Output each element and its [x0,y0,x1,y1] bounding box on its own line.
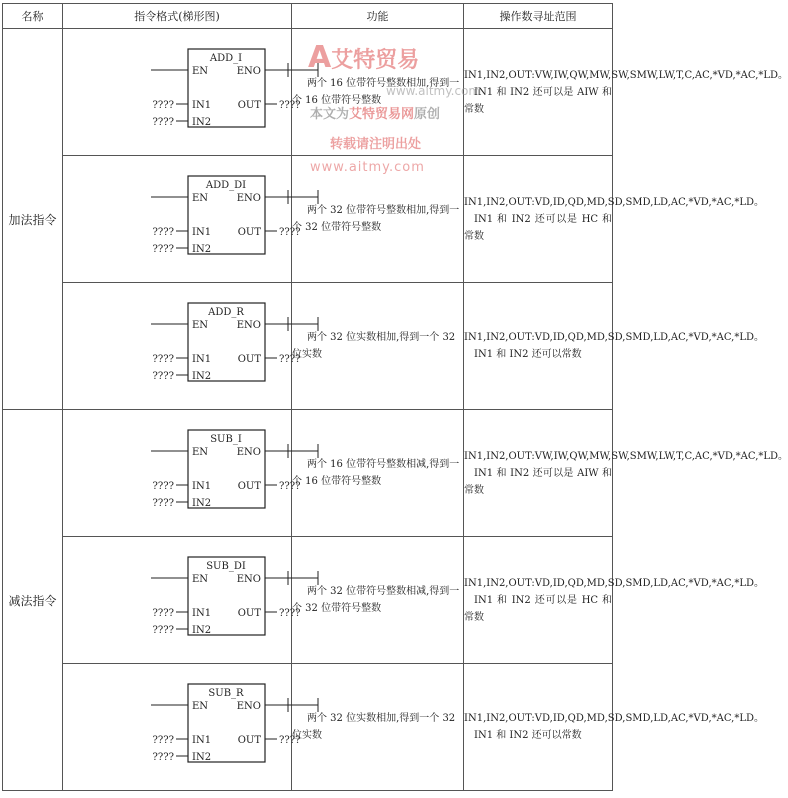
pin-out: OUT [237,735,261,746]
out-placeholder: ???? [279,100,301,111]
in2-placeholder: ???? [152,117,174,128]
pin-in1: IN1 [192,608,212,619]
ladder-diagram [63,283,301,410]
category-add: 加法指令 [3,29,63,410]
watermark-notice-suffix: 原创 [414,107,441,122]
function-text: 两个 16 位带符号整数相减,得到一个 16 位带符号整数 [292,459,460,487]
header-operand: 操作数寻址范围 [464,4,613,29]
out-placeholder: ???? [279,735,301,746]
pin-out: OUT [237,227,261,238]
operand-text: IN1,IN2,OUT:VW,IW,QW,MW,SW,SMW,LW,T,C,AC,*VD,*AC,*LD。 [464,69,788,81]
table-row [3,283,613,410]
instruction-name: ADD_I [209,53,243,64]
category-sub: 减法指令 [3,410,63,791]
table-row [3,29,613,156]
in1-placeholder: ???? [152,100,174,111]
pin-eno: ENO [236,447,261,458]
pin-out: OUT [237,100,261,111]
out-placeholder: ???? [279,354,301,365]
instruction-name: SUB_I [210,434,242,445]
pin-out: OUT [237,608,261,619]
ladder-diagram [63,410,301,537]
ladder-svg [63,664,301,790]
operand-cell [464,29,788,156]
function-text: 两个 16 位带符号整数相加,得到一个 16 位带符号整数 [292,78,460,106]
pin-in1: IN1 [192,481,212,492]
operand-text: IN1,IN2,OUT:VD,ID,QD,MD,SD,SMD,LD,AC,*VD,*AC,*LD。 [464,332,764,343]
pin-eno: ENO [236,574,261,585]
pin-in1: IN1 [192,227,212,238]
pin-out: OUT [237,481,261,492]
function-text: 两个 32 位实数相加,得到一个 32 位实数 [292,332,456,360]
pin-en: EN [192,193,209,204]
in2-placeholder: ???? [152,371,174,382]
pin-eno: ENO [236,66,261,77]
header-function: 功能 [292,4,464,29]
ladder-svg [63,156,301,282]
ladder-svg [63,410,301,536]
pin-eno: ENO [236,320,261,331]
pin-en: EN [192,66,209,77]
operand-text: IN1,IN2,OUT:VW,IW,QW,MW,SW,SMW,LW,T,C,AC,*VD,*AC,*LD。 [464,450,788,462]
function-cell [292,156,464,283]
operand-note: IN1 和 IN2 还可以是 HC 和常数 [464,213,612,242]
operand-text: IN1,IN2,OUT:VD,ID,QD,MD,SD,SMD,LD,AC,*VD,*AC,*LD。 [464,577,764,589]
in2-placeholder: ???? [152,752,174,763]
in2-placeholder: ???? [152,625,174,636]
function-cell [292,537,464,664]
watermark-notice-brand: 艾特贸易网 [349,107,415,122]
header-format: 指令格式(梯形图) [63,4,292,29]
watermark-logo-letter: A [308,40,332,75]
instruction-name: ADD_DI [205,180,247,191]
pin-in2: IN2 [192,371,212,382]
pin-in2: IN2 [192,752,212,763]
operand-cell [464,537,764,664]
watermark-url-large: www.aitmy.com [310,160,425,175]
watermark-notice-line2: 转载请注明出处 [330,137,422,152]
function-text: 两个 32 位带符号整数相加,得到一个 32 位带符号整数 [292,205,460,233]
instruction-name: SUB_DI [206,561,246,572]
pin-in1: IN1 [192,354,212,365]
watermark-notice-prefix: 本文为 [310,107,350,122]
pin-out: OUT [237,354,261,365]
operand-cell [464,664,764,791]
header-name: 名称 [3,4,63,29]
operand-note: IN1 和 IN2 还可以是 AIW 和常数 [464,467,612,496]
operand-cell [464,410,788,537]
pin-en: EN [192,320,209,331]
operand-text: IN1,IN2,OUT:VD,ID,QD,MD,SD,SMD,LD,AC,*VD,*AC,*LD。 [464,196,764,208]
function-text: 两个 32 位带符号整数相减,得到一个 32 位带符号整数 [292,586,460,614]
operand-note: IN1 和 IN2 还可以常数 [474,349,582,360]
operand-cell [464,156,764,283]
ladder-svg [63,283,301,409]
in1-placeholder: ???? [152,354,174,365]
pin-in1: IN1 [192,735,212,746]
in1-placeholder: ???? [152,735,174,746]
pin-en: EN [192,701,209,712]
operand-note: IN1 和 IN2 还可以是 AIW 和常数 [464,86,612,115]
pin-in2: IN2 [192,117,212,128]
pin-en: EN [192,447,209,458]
function-cell [292,29,464,156]
table-row [3,664,613,791]
ladder-diagram [63,29,301,156]
table-row [3,410,613,537]
function-text: 两个 32 位实数相加,得到一个 32 位实数 [292,713,456,741]
instruction-name: ADD_R [208,307,244,318]
pin-eno: ENO [236,193,261,204]
out-placeholder: ???? [279,481,301,492]
pin-en: EN [192,574,209,585]
ladder-diagram [63,664,301,791]
ladder-svg [63,537,301,663]
table-row [3,537,613,664]
pin-in2: IN2 [192,498,212,509]
function-cell [292,410,464,537]
ladder-diagram [63,156,301,283]
header-row [3,4,613,29]
pin-eno: ENO [236,701,261,712]
operand-cell [464,283,764,410]
in1-placeholder: ???? [152,227,174,238]
table-row [3,156,613,283]
pin-in1: IN1 [192,100,212,111]
operand-note: IN1 和 IN2 还可以常数 [474,730,582,741]
watermark-logo-text: 艾特贸易 [331,48,420,73]
in2-placeholder: ???? [152,244,174,255]
out-placeholder: ???? [279,227,301,238]
function-cell [292,283,464,410]
in2-placeholder: ???? [152,498,174,509]
in1-placeholder: ???? [152,481,174,492]
in1-placeholder: ???? [152,608,174,619]
operand-note: IN1 和 IN2 还可以是 HC 和常数 [464,594,612,623]
ladder-svg [63,29,301,155]
instruction-name: SUB_R [208,688,244,699]
pin-in2: IN2 [192,625,212,636]
pin-in2: IN2 [192,244,212,255]
out-placeholder: ???? [279,608,301,619]
instruction-table [2,3,788,791]
function-cell [292,664,464,791]
ladder-diagram [63,537,301,664]
operand-text: IN1,IN2,OUT:VD,ID,QD,MD,SD,SMD,LD,AC,*VD,*AC,*LD。 [464,713,764,724]
watermark-url-small: www.aitmy.com [386,84,481,98]
